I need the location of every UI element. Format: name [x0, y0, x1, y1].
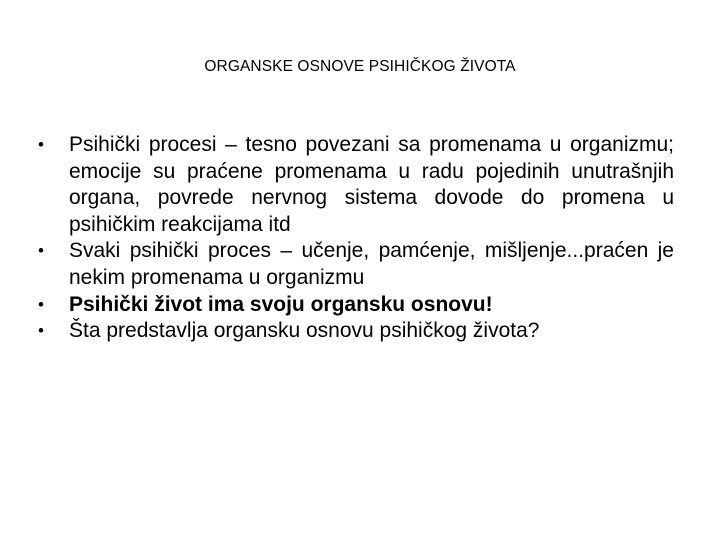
- bullet-dot-icon: •: [38, 135, 44, 154]
- bullet-item: [38, 238, 674, 291]
- bullet-dot-icon: •: [38, 241, 44, 261]
- bullet-item: [38, 292, 674, 319]
- bullet-text: Svaki psihički proces – učenje, pamćenje, mišljenje...praćen je nekim promenama u organizmu: [69, 239, 674, 289]
- bullet-item: [38, 318, 674, 345]
- bullet-item: [38, 132, 674, 238]
- bullet-dot-icon: •: [38, 294, 44, 314]
- bullet-text: Šta predstavlja organsku osnovu psihičkog života?: [69, 319, 540, 343]
- slide-title: ORGANSKE OSNOVE PSIHIČKOG ŽIVOTA: [204, 58, 516, 75]
- bullet-list: [38, 132, 674, 345]
- bullet-dot-icon: •: [38, 321, 44, 341]
- bullet-text: Psihički procesi – tesno povezani sa promenama u organizmu; emocije su praćene promenama u radu pojedinih unutrašnjih organa, povrede nervnog sistema dovode do promena u psihičkim reakcijama itd: [69, 133, 674, 236]
- bullet-text-emphasis: Psihički život ima svoju organsku osnovu!: [69, 292, 493, 316]
